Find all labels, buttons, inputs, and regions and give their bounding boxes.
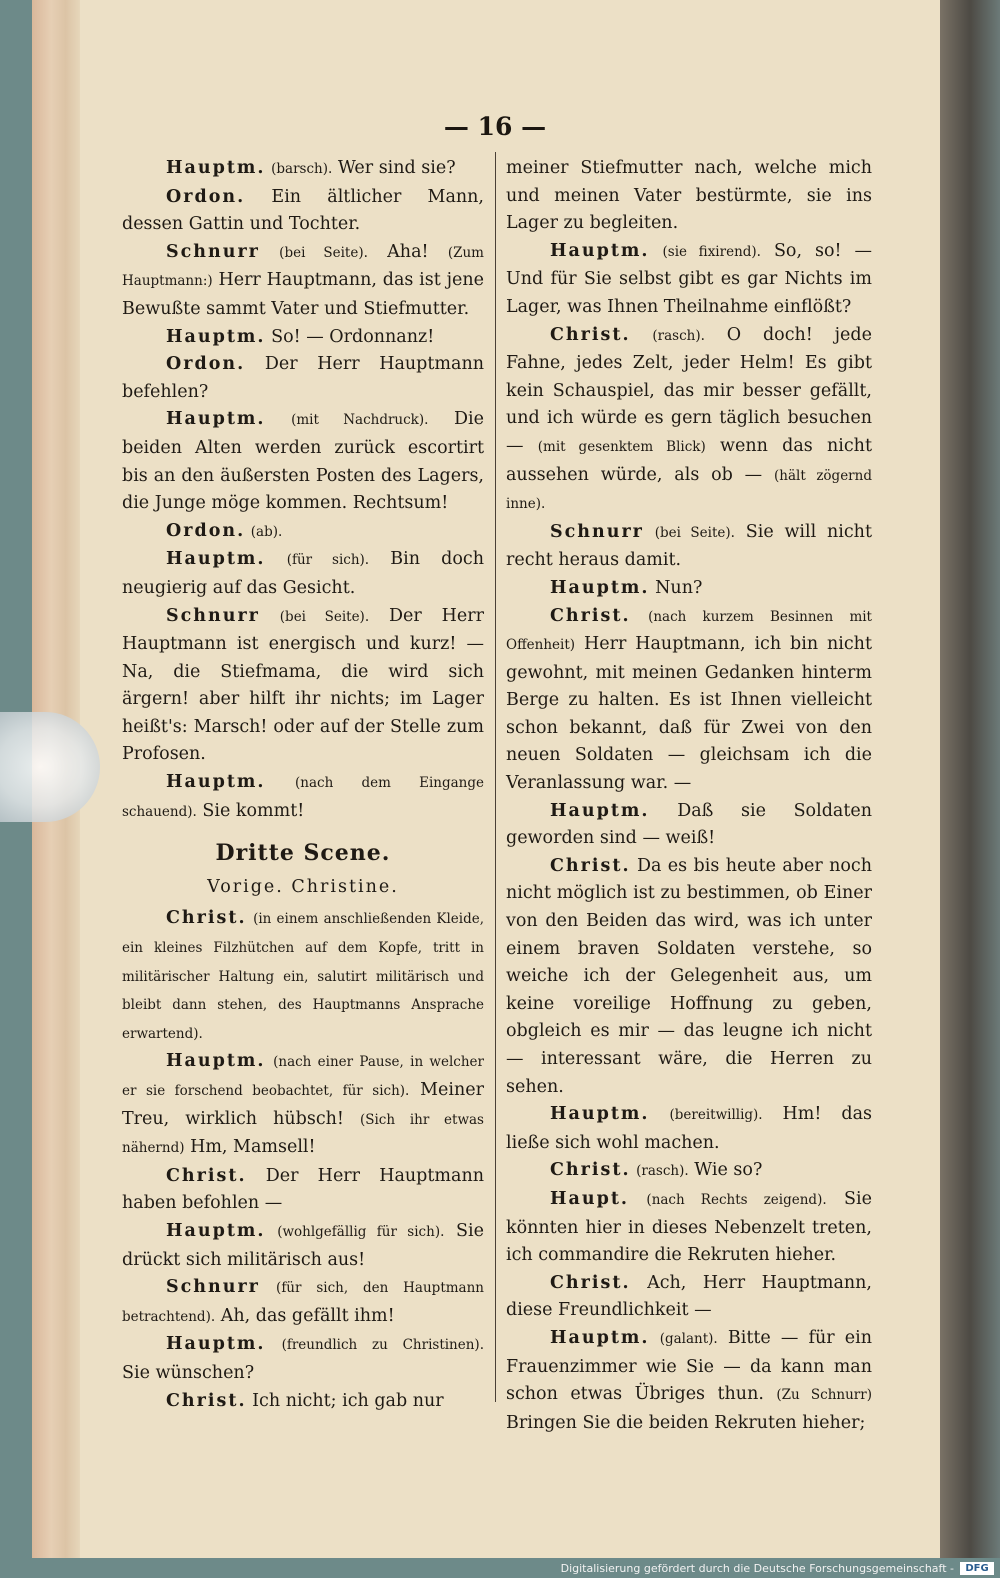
spoken-text: meiner Stiefmutter nach, welche mich und meinen Vater bestürmte, sie ins Lager zu begleiten. xyxy=(506,158,872,234)
spoken-text: Wie so? xyxy=(694,1160,763,1181)
stage-direction: (bei Seite). xyxy=(279,244,368,261)
speech-paragraph xyxy=(122,1274,484,1331)
spoken-text: Wer sind sie? xyxy=(337,158,456,178)
spoken-text: O doch! jede Fahne, jedes Zelt, jeder Helm! Es gibt kein Schauspiel, das mir besser gefällt, und ich würde es gern täglich besuchen — xyxy=(506,324,872,456)
spoken-text: Meiner Treu, wirklich hübsch! xyxy=(122,1080,484,1129)
speaker-name: Christ. xyxy=(550,1272,631,1293)
speaker-name: Hauptm. xyxy=(166,1220,266,1241)
speaker-name: Schnurr xyxy=(166,1277,260,1298)
book-spine xyxy=(940,0,1000,1558)
scene-title: Dritte Scene. xyxy=(215,840,391,867)
speech-paragraph xyxy=(506,798,872,853)
spoken-text: wenn das nicht aussehen würde, als ob — xyxy=(506,435,872,485)
spoken-text: Bitte — für ein Frauenzimmer wie Sie — da kann man schon etwas Übriges thun. xyxy=(506,1327,872,1405)
speech-paragraph xyxy=(506,1325,872,1437)
spoken-text: So! — Ordonnanz! xyxy=(271,326,435,347)
speech-paragraph xyxy=(506,322,872,519)
speech-paragraph xyxy=(122,351,484,406)
speech-paragraph xyxy=(506,575,872,603)
stage-direction: (nach einer Pause, in welcher er sie forschend beobachtet, für sich). xyxy=(122,1054,484,1099)
speaker-name: Christ. xyxy=(166,1165,247,1186)
speaker-name: Hauptm. xyxy=(550,1327,650,1348)
spoken-text: Bringen Sie die beiden Rekruten hieher; xyxy=(506,1412,866,1433)
speech-paragraph xyxy=(122,1388,484,1416)
stage-direction: (bei Seite). xyxy=(654,524,735,541)
stage-direction: (bereitwillig). xyxy=(669,1107,763,1124)
spoken-text: Sie kommt! xyxy=(202,800,305,821)
stage-direction: (rasch). xyxy=(636,1163,689,1180)
speech-paragraph xyxy=(122,239,484,324)
speaker-name: Christ. xyxy=(550,1160,631,1181)
stage-direction: (wohlgefällig für sich). xyxy=(277,1223,445,1240)
spoken-text: Bin doch neugierig auf das Gesicht. xyxy=(122,549,484,598)
speaker-name: Hauptm. xyxy=(166,549,266,570)
speaker-name: Hauptm. xyxy=(550,577,650,598)
spoken-text: Daß sie Soldaten geworden sind — weiß! xyxy=(506,800,872,849)
stage-direction: (sie fixirend). xyxy=(662,243,761,260)
speech-paragraph xyxy=(506,853,872,1101)
speaker-name: Hauptm. xyxy=(550,240,650,261)
spoken-text: Hm! das ließe sich wohl machen. xyxy=(506,1104,872,1153)
spoken-text: Die beiden Alten werden zurück escortirt bis an den äußersten Posten des Lagers, die Junge möge kommen. Rechtsum! xyxy=(122,409,484,514)
spoken-text: Aha! xyxy=(387,241,429,262)
speech-paragraph xyxy=(122,905,484,1048)
speech-paragraph xyxy=(122,324,484,352)
speech-paragraph xyxy=(122,1163,484,1218)
spoken-text: Da es bis heute aber noch nicht möglich ist zu bestimmen, ob Einer von den Beiden das wird, was ich unter einem braven Soldaten verstehe, so weiche ich der Gelegenheit aus, um keine voreilige Hoffnung zu geben, obgleich es mir — das leugne ich nicht — interessant wäre, die Herren zu sehen. xyxy=(506,855,872,1097)
speaker-name: Hauptm. xyxy=(166,772,266,793)
speaker-name: Schnurr xyxy=(166,241,260,262)
dfg-logo: DFG xyxy=(960,1562,994,1575)
stage-direction: (galant). xyxy=(659,1330,718,1347)
scene-persons: Vorige. Christine. xyxy=(207,876,399,897)
stage-direction: (rasch). xyxy=(652,327,705,344)
spoken-text: Nun? xyxy=(655,577,703,598)
speaker-name: Ordon. xyxy=(166,186,246,207)
right-column xyxy=(506,155,872,1437)
spoken-text: Ich nicht; ich gab nur xyxy=(252,1390,444,1411)
speech-paragraph xyxy=(122,546,484,602)
stage-direction: (in einem anschließenden Kleide, ein kleines Filzhütchen auf dem Kopfe, tritt in militärischer Haltung ein, salutirt militärisch und bleibt dann stehen, des Hauptmanns Ansprache erwartend). xyxy=(122,911,484,1042)
speaker-name: Hauptm. xyxy=(550,1104,650,1125)
stage-direction: (bei Seite). xyxy=(279,608,370,625)
speech-paragraph xyxy=(122,184,484,239)
speech-paragraph xyxy=(506,603,872,798)
speaker-name: Hauptm. xyxy=(166,326,266,347)
stage-direction: (hält zögernd inne). xyxy=(506,467,872,513)
page-number: — 16 — xyxy=(443,112,547,141)
stage-direction: (nach Rechts zeigend). xyxy=(646,1191,827,1208)
speaker-name: Hauptm. xyxy=(166,1334,266,1355)
stage-direction: (Sich ihr etwas nähernd) xyxy=(122,1111,484,1157)
spoken-text: Hm, Mamsell! xyxy=(190,1137,316,1158)
speech-paragraph xyxy=(506,155,872,238)
stage-direction: (mit gesenktem Blick) xyxy=(537,438,706,455)
spoken-text: Der Herr Hauptmann ist energisch und kurz! — Na, die Stiefmama, die wird sich ärgern! aber hilft ihr nichts; im Lager heißt's: Marsch! oder auf der Stelle zum Profosen. xyxy=(122,605,484,765)
speaker-name: Christ. xyxy=(550,855,631,876)
spoken-text: Ein ältlicher Mann, dessen Gattin und Tochter. xyxy=(122,186,484,235)
digitization-credit: Digitalisierung gefördert durch die Deutsche Forschungsgemeinschaft - xyxy=(560,1562,954,1575)
speech-paragraph xyxy=(506,238,872,322)
stage-direction: (freundlich zu Christinen). xyxy=(281,1337,484,1354)
speech-paragraph xyxy=(506,1270,872,1325)
spoken-text: Sie drückt sich militärisch aus! xyxy=(122,1220,484,1270)
spoken-text: Herr Hauptmann, das ist jene Bewußte sammt Vater und Stiefmutter. xyxy=(122,270,484,319)
speaker-name: Hauptm. xyxy=(166,1051,266,1072)
speech-paragraph xyxy=(122,603,484,770)
speaker-name: Ordon. xyxy=(166,354,246,375)
stage-direction: (Zu Schnurr) xyxy=(776,1387,872,1404)
speech-paragraph xyxy=(122,1331,484,1387)
stage-direction: (ab). xyxy=(250,523,283,540)
stage-direction: (nach kurzem Besinnen mit Offenheit) xyxy=(506,608,872,654)
stage-direction: (für sich, den Hauptmann betrachtend). xyxy=(122,1280,484,1325)
speech-paragraph xyxy=(506,1186,872,1270)
stage-direction: (nach dem Eingange schauend). xyxy=(122,775,484,820)
speaker-name: Hauptm. xyxy=(550,800,650,821)
speaker-name: Christ. xyxy=(550,605,631,626)
speaker-name: Schnurr xyxy=(550,521,644,542)
speaker-name: Christ. xyxy=(550,324,631,345)
speech-paragraph xyxy=(506,1101,872,1157)
speech-paragraph xyxy=(122,518,484,547)
speaker-name: Hauptm. xyxy=(166,409,266,430)
spoken-text: Sie wünschen? xyxy=(122,1362,255,1383)
left-column xyxy=(122,155,484,1415)
speaker-name: Schnurr xyxy=(166,605,260,626)
speaker-name: Christ. xyxy=(166,908,247,929)
speech-paragraph xyxy=(122,1218,484,1274)
speech-paragraph xyxy=(122,769,484,826)
stage-direction: (für sich). xyxy=(286,552,370,569)
speech-paragraph xyxy=(122,406,484,517)
speaker-name: Christ. xyxy=(166,1390,247,1411)
spoken-text: Ach, Herr Hauptmann, diese Freundlichkeit — xyxy=(506,1272,872,1321)
spoken-text: Herr Hauptmann, ich bin nicht gewohnt, mit meinen Gedanken hinterm Berge zu halten. Es ist Ihnen vielleicht schon bekannt, daß für Zwei von den neuen Soldaten — gleichsam ich die Veranlassung war. — xyxy=(506,634,872,794)
stage-direction: (barsch). xyxy=(271,161,333,177)
spoken-text: So, so! — Und für Sie selbst gibt es gar Nichts im Lager, was Ihnen Theilnahme einflößt? xyxy=(506,240,872,317)
speech-paragraph xyxy=(122,1048,484,1162)
speaker-name: Hauptm. xyxy=(166,158,266,178)
spoken-text: Ah, das gefällt ihm! xyxy=(220,1305,395,1326)
speech-paragraph xyxy=(506,1157,872,1186)
speech-paragraph xyxy=(122,155,484,184)
speaker-name: Ordon. xyxy=(166,520,246,541)
spoken-text: Der Herr Hauptmann befehlen? xyxy=(122,354,484,402)
spoken-text: Der Herr Hauptmann haben befohlen — xyxy=(122,1165,484,1214)
speech-paragraph xyxy=(506,519,872,575)
stage-direction: (mit Nachdruck). xyxy=(291,412,429,429)
column-divider xyxy=(495,152,496,1402)
spoken-text: Sie könnten hier in dieses Nebenzelt treten, ich commandire die Rekruten hieher. xyxy=(506,1188,872,1266)
speaker-name: Haupt. xyxy=(550,1188,630,1209)
spoken-text: Sie will nicht recht heraus damit. xyxy=(506,521,872,571)
stage-direction: (Zum Hauptmann:) xyxy=(122,244,484,290)
